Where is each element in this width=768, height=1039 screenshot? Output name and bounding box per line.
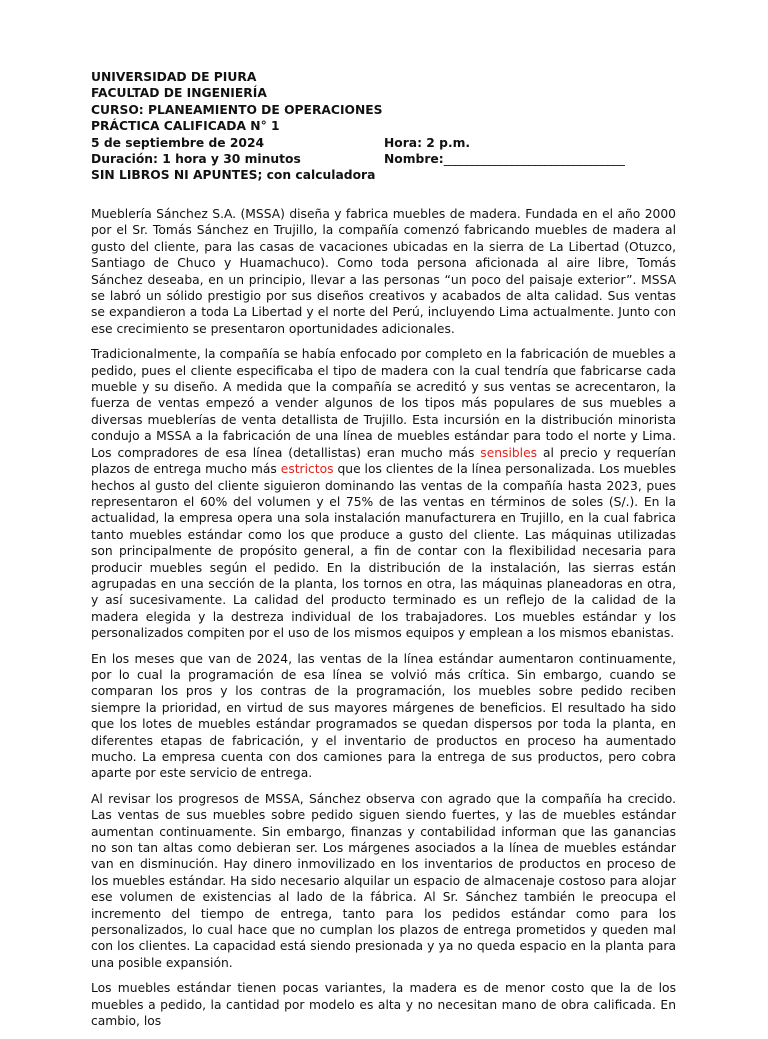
duration-name-row — [91, 151, 691, 167]
exam-rules: SIN LIBROS NI APUNTES; con calculadora — [91, 168, 376, 183]
university-name: UNIVERSIDAD DE PIURA — [91, 70, 257, 84]
faculty-name: FACULTAD DE INGENIERÍA — [91, 86, 267, 101]
name-blank-line: ________________________________ — [443, 152, 625, 167]
paragraph-2-part-c: que los clientes de la línea personalizada. Los muebles hechos al gusto del cliente siguieron dominando las ventas de la compañía hasta 2023, pues representaron el 60% del volumen y el 75% de las ventas en términos de soles (S/.). En la actualidad, la empresa opera una sola instalación manufacturera en Trujillo, en la cual fabrica tanto muebles estándar como los que produce a gusto del cliente. Las máquinas utilizadas son principalmente de propósito general, a fin de contar con la flexibilidad necesaria para producir muebles según el pedido. En la distribución de la instalación, las sierras están agrupadas en una sección de la planta, los tornos en otra, las máquinas planeadoras en otra, y así sucesivamente. La calidad del producto terminado es un reflejo de la calidad de la madera elegida y la destreza individual de los trabajadores. Los muebles estándar y los personalizados compiten por el uso de los mismos equipos y emplean a los mismos ebanistas. — [91, 462, 677, 641]
paragraph-2-part-a: Tradicionalmente, la compañía se había enfocado por completo en la fabricación de muebles a pedido, pues el cliente especificaba el tipo de madera con la cual tendría que fabricarse cada mueble y su diseño. A medida que la compañía se acreditó y sus ventas se acrecentaron, la fuerza de ventas empezó a vender algunos de los tipos más populares de sus muebles a diversas mueblerías de venta detallista de Trujillo. Esta incursión en la distribución minorista condujo a MSSA a la fabricación de una línea de muebles estándar para todo el norte y Lima. Los compradores de esa línea (detallistas) eran mucho más — [91, 347, 676, 460]
case-text — [91, 206, 676, 1039]
course-name: CURSO: PLANEAMIENTO DE OPERACIONES — [91, 102, 383, 117]
exam-duration: Duración: 1 hora y 30 minutos — [91, 152, 301, 167]
highlight-estrictos: estrictos — [280, 462, 334, 477]
highlight-sensibles: sensibles — [480, 445, 538, 460]
paragraph-1: Mueblería Sánchez S.A. (MSSA) diseña y fabrica muebles de madera. Fundada en el año 2000 por el Sr. Tomás Sánchez en Trujillo, la compañía comenzó fabricando muebles de madera al gusto del cliente, para las casas de vacaciones ubicadas en la sierra de La Libertad (Otuzco, Santiago de Chuco y Huamachuco). Como toda persona aficionada al aire libre, Tomás Sánchez deseaba, en un principio, llevar a las personas “un poco del paisaje exterior”. MSSA se labró un sólido prestigio por sus diseños creativos y acabados de alta calidad. Sus ventas se expandieron a toda La Libertad y el norte del Perú, incluyendo Lima actualmente. Junto con ese crecimiento se presentaron oportunidades adicionales. — [91, 207, 676, 336]
paragraph-5: Los muebles estándar tienen pocas variantes, la madera es de menor costo que la de los muebles a pedido, la cantidad por modelo es alta y no necesitan mano de obra calificada. En cambio, los — [91, 981, 676, 1029]
student-name-field[interactable] — [384, 151, 624, 167]
paragraph-4: Al revisar los progresos de MSSA, Sánchez observa con agrado que la compañía ha crecido. Las ventas de sus muebles sobre pedido siguen siendo fuertes, y las de muebles estándar aumentan continuamente. Sin embargo, finanzas y contabilidad informan que las ganancias no son tan altas como debieran ser. Los márgenes asociados a la línea de muebles estándar van en disminución. Hay dinero inmovilizado en los inventarios de productos en proceso de los muebles estándar. Ha sido necesario alquilar un espacio de almacenaje costoso para alojar ese volumen de existencias al lado de la fábrica. Al Sr. Sánchez también le preocupa el incremento del tiempo de entrega, tanto para los pedidos estándar como para los personalizados, lo cual hace que no cumplan los plazos de entrega prometidos y queden mal con los clientes. La capacidad está siendo presionada y ya no queda espacio en la planta para una posible expansión. — [91, 791, 676, 970]
exam-header — [91, 69, 691, 184]
date-time-row — [91, 135, 691, 151]
exam-time: Hora: 2 p.m. — [384, 135, 471, 150]
paragraph-2 — [91, 346, 676, 641]
paragraph-3: En los meses que van de 2024, las ventas de la línea estándar aumentaron continuamente, por lo cual la programación de esa línea se volvió más crítica. Sin embargo, cuando se comparan los pros y los contras de la programación, los muebles sobre pedido reciben siempre la prioridad, en virtud de sus mayores márgenes de beneficios. El resultado ha sido que los lotes de muebles estándar programados se quedan dispersos por toda la planta, en diferentes etapas de fabricación, y el inventario de productos en proceso ha aumentado mucho. La empresa cuenta con dos camiones para la entrega de sus productos, pero cobra aparte por este servicio de entrega. — [91, 651, 676, 781]
paragraph-2-part-b: al precio y requerían plazos de entrega mucho más — [91, 445, 676, 477]
name-label: Nombre: — [384, 152, 444, 167]
exam-date: 5 de septiembre de 2024 — [91, 135, 265, 150]
exam-title: PRÁCTICA CALIFICADA N° 1 — [91, 119, 280, 134]
